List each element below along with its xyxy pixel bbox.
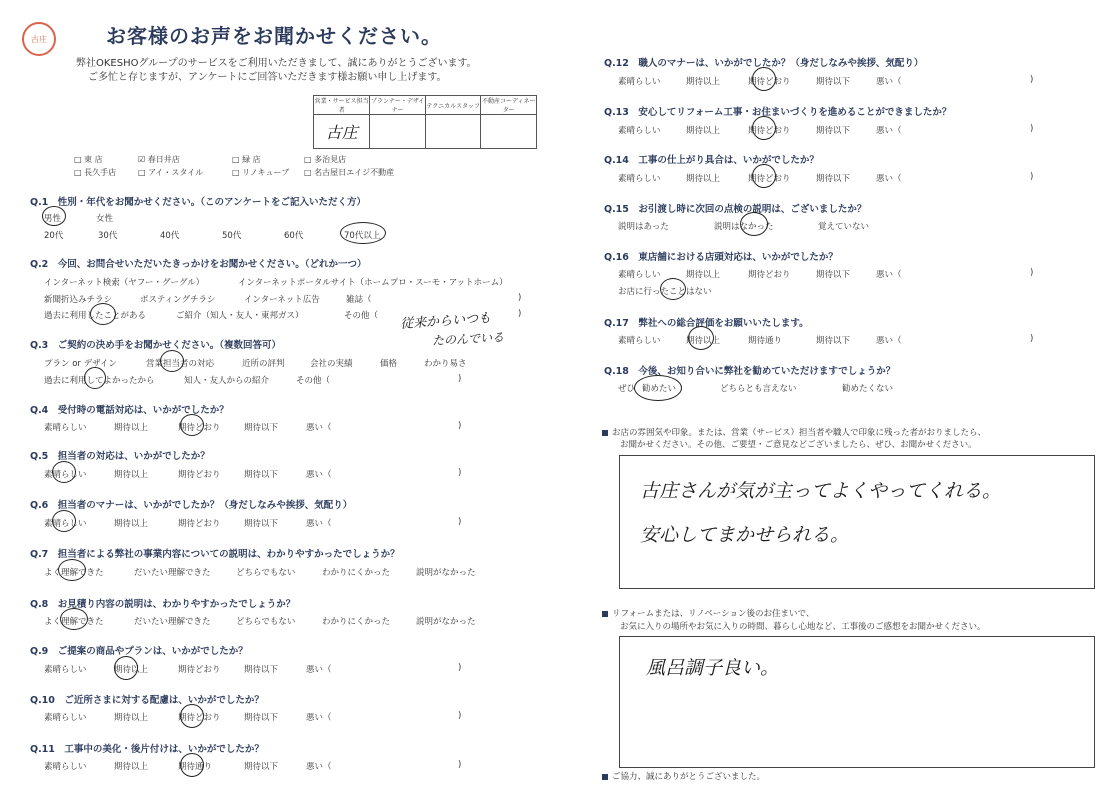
option-plan-design[interactable]: プラン or デザイン <box>44 359 118 369</box>
question-18: Q.18 今後、お知り合いに弊社を勧めていただけますでしょうか？ <box>604 366 896 377</box>
option-above[interactable]: 期待以上 <box>114 713 149 723</box>
store-checkbox-realestate[interactable]: □ 名古屋日エイジ不動産 <box>304 168 395 177</box>
answer-circle-q5 <box>52 461 76 483</box>
option-below[interactable]: 期待以下 <box>244 713 279 723</box>
staff-header-planner: プランナー・デザイナー <box>370 96 426 115</box>
option-50s[interactable]: 50代 <box>222 231 242 241</box>
option-no-explanation[interactable]: 説明がなかった <box>416 568 476 578</box>
option-magazine[interactable]: 雑誌（ <box>346 295 372 305</box>
option-above[interactable]: 期待以上 <box>686 77 721 87</box>
option-female[interactable]: 女性 <box>96 214 114 224</box>
option-below[interactable]: 期待以下 <box>816 126 851 136</box>
option-track-record[interactable]: 会社の実績 <box>310 359 353 369</box>
answer-circle-past-good <box>84 367 106 389</box>
question-12: Q.12 職人のマナーは、いかがでしたか？（身だしなみや挨拶、気配り） <box>604 58 924 69</box>
option-reputation[interactable]: 近所の評判 <box>242 359 285 369</box>
answer-circle-q6 <box>52 510 76 532</box>
option-excellent[interactable]: 素晴らしい <box>618 126 661 136</box>
option-male[interactable]: 男性 <box>44 214 62 224</box>
option-hard-to-understand[interactable]: わかりにくかった <box>322 617 391 627</box>
option-above[interactable]: 期待以上 <box>114 762 149 772</box>
option-hard-to-understand[interactable]: わかりにくかった <box>322 568 391 578</box>
paren-close: ) <box>458 760 462 770</box>
comment2-text: 風呂調子良い。 <box>646 657 780 679</box>
answer-circle-sales-staff <box>160 350 184 372</box>
answer-circle-q18 <box>634 375 682 401</box>
option-portal-site[interactable]: インターネットポータルサイト（ホームプロ・スーモ・アットホーム） <box>238 278 508 288</box>
option-undecided[interactable]: どちらとも言えない <box>720 384 797 394</box>
square-bullet-icon <box>602 430 608 436</box>
option-expected[interactable]: 期待どおり <box>748 174 791 184</box>
option-posting-flyer[interactable]: ポスティングチラシ <box>140 295 216 305</box>
store-checkbox-kasugai[interactable]: ☑ 春日井店 <box>138 155 180 164</box>
q2-handwritten-other: 従来からいつも <box>399 310 492 333</box>
option-60s[interactable]: 60代 <box>284 231 304 241</box>
question-9: Q.9 ご提案の商品やプランは、いかがでしたか？ <box>30 646 248 657</box>
option-bad[interactable]: 悪い（ <box>876 174 902 184</box>
option-bad[interactable]: 悪い（ <box>306 519 332 529</box>
paren-close: ) <box>458 663 462 673</box>
option-above[interactable]: 期待以上 <box>686 336 721 346</box>
option-price[interactable]: 価格 <box>380 359 398 369</box>
option-above[interactable]: 期待以上 <box>114 423 149 433</box>
option-understood-well[interactable]: よく理解できた <box>44 568 104 578</box>
paren-close: ) <box>458 517 462 527</box>
answer-circle-q12 <box>752 67 776 91</box>
q2-handwritten-other-2: たのんでいる <box>431 330 505 348</box>
option-bad[interactable]: 悪い（ <box>306 423 332 433</box>
question-1: Q.1 性別・年代をお聞かせください。（このアンケートをご記入いただく方） <box>30 197 366 208</box>
option-excellent[interactable]: 素晴らしい <box>44 423 87 433</box>
option-bad[interactable]: 悪い（ <box>306 713 332 723</box>
comment1-prompt-1: お店の雰囲気や印象。または、営業（サービス）担当者や職人で印象に残った者がおりましたら、 <box>602 426 986 440</box>
square-bullet-icon <box>602 611 608 617</box>
option-sales-staff[interactable]: 営業担当者の対応 <box>146 359 215 369</box>
question-2: Q.2 今回、お問合せいただいたきっかけをお聞かせください。（どれか一つ） <box>30 259 367 270</box>
comment1-prompt-2: お聞かせください。その他、ご要望・ご意見などございましたら、ぜひ、お聞かせください。 <box>620 440 977 450</box>
store-checkbox-midori[interactable]: □ 緑 店 <box>232 155 261 164</box>
option-other[interactable]: その他（ <box>296 376 331 386</box>
option-below[interactable]: 期待以下 <box>816 77 851 87</box>
option-internet-search[interactable]: インターネット検索（ヤフー・グーグル） <box>44 278 205 288</box>
comment2-box[interactable] <box>619 636 1095 768</box>
store-checkbox-renocube[interactable]: □ リノキューブ <box>232 168 290 177</box>
option-expected[interactable]: 期待通り <box>178 762 213 772</box>
option-above[interactable]: 期待以上 <box>114 519 149 529</box>
store-checkbox-tajimi[interactable]: □ 多治見店 <box>304 155 347 164</box>
option-above[interactable]: 期待以上 <box>686 174 721 184</box>
comment1-box[interactable] <box>619 455 1095 589</box>
staff-header-realestate: 不動産コーディネーター <box>481 96 537 115</box>
option-excellent[interactable]: 素晴らしい <box>618 270 661 280</box>
answer-circle-male <box>42 206 66 226</box>
option-below[interactable]: 期待以下 <box>244 470 279 480</box>
option-expected[interactable]: 期待どおり <box>178 713 221 723</box>
option-excellent[interactable]: 素晴らしい <box>618 336 661 346</box>
paren-close: ) <box>1030 124 1034 134</box>
option-bad[interactable]: 悪い（ <box>876 336 902 346</box>
store-checkbox-istyle[interactable]: □ アイ・スタイル <box>138 168 204 177</box>
question-13: Q.13 安心してリフォーム工事・お住まいづくりを進めることができましたか？ <box>604 107 952 118</box>
option-past-use[interactable]: 過去に利用したことがある <box>44 311 147 321</box>
question-11: Q.11 工事中の美化・後片付けは、いかがでしたか？ <box>30 744 264 755</box>
option-40s[interactable]: 40代 <box>160 231 180 241</box>
option-excellent[interactable]: 素晴らしい <box>618 77 661 87</box>
answer-circle-q11 <box>180 753 204 777</box>
comment1-line-1: 古庄さんが気が主ってよくやってくれる。 <box>640 480 1002 502</box>
option-above[interactable]: 期待以上 <box>114 470 149 480</box>
option-excellent[interactable]: 素晴らしい <box>618 174 661 184</box>
option-20s[interactable]: 20代 <box>44 231 64 241</box>
option-bad[interactable]: 悪い（ <box>306 665 332 675</box>
paren-close: ) <box>1030 75 1034 85</box>
option-never-visited[interactable]: お店に行ったことはない <box>618 287 712 297</box>
option-not-recommend[interactable]: 勧めたくない <box>842 384 894 394</box>
intro-line-1: 弊社OKESHOグループのサービスをご利用いただきまして、誠にありがとうございます。 <box>76 58 477 69</box>
option-mostly-understood[interactable]: だいたい理解できた <box>134 568 211 578</box>
comment2-prompt-1: リフォームまたは、リノベーション後のお住まいで、 <box>602 607 814 621</box>
staff-planner-cell[interactable] <box>370 115 426 149</box>
staff-table <box>313 95 537 149</box>
stamp-text: 古庄 <box>31 34 47 44</box>
page-title: お客様のお声をお聞かせください。 <box>106 24 442 48</box>
paren-close: ) <box>1030 334 1034 344</box>
option-below[interactable]: 期待以下 <box>816 270 851 280</box>
option-internet-ad[interactable]: インターネット広告 <box>244 295 320 305</box>
option-no-explanation[interactable]: 説明がなかった <box>416 617 476 627</box>
option-expected[interactable]: 期待どおり <box>178 470 221 480</box>
option-expected[interactable]: 期待どおり <box>748 270 791 280</box>
option-definitely[interactable]: ぜひ <box>618 384 636 394</box>
option-below[interactable]: 期待以下 <box>244 423 279 433</box>
question-7: Q.7 担当者による弊社の事業内容についての説明は、わかりやすかったでしょうか？ <box>30 549 400 560</box>
answer-circle-q17 <box>688 326 714 350</box>
option-excellent[interactable]: 素晴らしい <box>44 665 87 675</box>
option-excellent[interactable]: 素晴らしい <box>44 470 87 480</box>
comment1-line-2: 安心してまかせられる。 <box>640 524 850 546</box>
paren-close: ) <box>1030 268 1034 278</box>
option-clarity[interactable]: わかり易さ <box>424 359 467 369</box>
staff-header-sales: 営業・サービス担当者 <box>314 96 370 115</box>
option-neutral[interactable]: どちらでもない <box>236 568 296 578</box>
option-bad[interactable]: 悪い（ <box>876 77 902 87</box>
option-past-good[interactable]: 過去に利用してよかったから <box>44 376 155 386</box>
option-expected[interactable]: 期待どおり <box>748 77 791 87</box>
answer-circle-70s <box>340 222 386 244</box>
answer-circle-q15 <box>740 212 768 236</box>
option-bad[interactable]: 悪い（ <box>306 762 332 772</box>
paren-close: ) <box>458 711 462 721</box>
answer-circle-q4 <box>180 414 204 436</box>
option-excellent[interactable]: 素晴らしい <box>44 762 87 772</box>
option-recommend[interactable]: 勧めたい <box>642 384 677 394</box>
store-checkbox-nagakute[interactable]: □ 長久手店 <box>74 168 117 177</box>
option-bad[interactable]: 悪い（ <box>306 470 332 480</box>
option-neutral[interactable]: どちらでもない <box>236 617 296 627</box>
staff-realestate-cell[interactable] <box>481 115 537 149</box>
comment2-prompt-2: お気に入りの場所やお気に入りの時間、暮らし心地など、工事後のご感想をお聞かせください。 <box>620 622 986 632</box>
option-below[interactable]: 期待以下 <box>244 519 279 529</box>
paren-close: ) <box>518 293 522 303</box>
paren-close: ) <box>458 421 462 431</box>
option-expected[interactable]: 期待どおり <box>178 423 221 433</box>
staff-technical-cell[interactable] <box>425 115 481 149</box>
option-above[interactable]: 期待以上 <box>686 270 721 280</box>
option-70s-plus[interactable]: 70代以上 <box>344 231 381 241</box>
store-checkbox-east[interactable]: □ 東 店 <box>74 155 103 164</box>
thanks-line: ご協力、誠にありがとうございました。 <box>602 770 765 784</box>
staff-name: 古庄 <box>325 123 358 142</box>
question-3: Q.3 ご契約の決め手をお聞かせください。（複数回答可） <box>30 340 282 351</box>
option-above[interactable]: 期待以上 <box>114 665 149 675</box>
option-below[interactable]: 期待以下 <box>244 762 279 772</box>
option-below[interactable]: 期待以下 <box>244 665 279 675</box>
answer-circle-q7 <box>58 559 86 581</box>
option-expected[interactable]: 期待どおり <box>178 665 221 675</box>
paren-close: ) <box>458 374 462 384</box>
option-not-explained[interactable]: 説明はなかった <box>714 222 774 232</box>
answer-circle-q10 <box>180 704 204 728</box>
option-excellent[interactable]: 素晴らしい <box>44 519 87 529</box>
option-expected[interactable]: 期待どおり <box>748 126 791 136</box>
question-6: Q.6 担当者のマナーは、いかがでしたか？（身だしなみや挨拶、気配り） <box>30 500 353 511</box>
option-explained[interactable]: 説明はあった <box>618 222 669 232</box>
question-14: Q.14 工事の仕上がり具合は、いかがでしたか？ <box>604 155 819 166</box>
option-expected[interactable]: 期待どおり <box>178 519 221 529</box>
question-15: Q.15 お引渡し時に次回の点検の説明は、ございましたか？ <box>604 204 867 215</box>
option-other[interactable]: その他（ <box>344 311 379 321</box>
option-above[interactable]: 期待以上 <box>686 126 721 136</box>
staff-sales-cell[interactable] <box>314 115 370 149</box>
paren-close: ) <box>518 309 522 319</box>
option-understood-well[interactable]: よく理解できた <box>44 617 104 627</box>
question-8: Q.8 お見積り内容の説明は、わかりやすかったでしょうか？ <box>30 599 296 610</box>
answer-circle-q16 <box>660 278 686 300</box>
question-5: Q.5 担当者の対応は、いかがでしたか？ <box>30 451 210 462</box>
question-4: Q.4 受付時の電話対応は、いかがでしたか？ <box>30 405 229 416</box>
paren-close: ) <box>458 468 462 478</box>
staff-header-technical: テクニカルスタッフ <box>425 96 481 115</box>
question-10: Q.10 ご近所さまに対する配慮は、いかがでしたか？ <box>30 695 264 706</box>
option-expected[interactable]: 期待通り <box>748 336 783 346</box>
question-16: Q.16 東店舗における店頭対応は、いかがでしたか？ <box>604 252 838 263</box>
option-mostly-understood[interactable]: だいたい理解できた <box>134 617 211 627</box>
question-17: Q.17 弊社への総合評価をお願いいたします。 <box>604 318 809 329</box>
answer-circle-past-use <box>90 303 116 325</box>
option-30s[interactable]: 30代 <box>98 231 118 241</box>
option-below[interactable]: 期待以下 <box>816 174 851 184</box>
intro-line-2: ご多忙と存じますが、アンケートにご回答いただきます様お願い申し上げます。 <box>88 72 447 83</box>
option-newspaper-flyer[interactable]: 新聞折込みチラシ <box>44 295 113 305</box>
option-bad[interactable]: 悪い（ <box>876 270 902 280</box>
answer-circle-q8 <box>60 608 88 630</box>
option-referral[interactable]: ご紹介（知人・友人・東邦ガス） <box>176 311 304 321</box>
option-dont-remember[interactable]: 覚えていない <box>818 222 870 232</box>
square-bullet-icon <box>602 774 608 780</box>
paren-close: ) <box>1030 172 1034 182</box>
option-excellent[interactable]: 素晴らしい <box>44 713 87 723</box>
option-bad[interactable]: 悪い（ <box>876 126 902 136</box>
answer-circle-q9 <box>114 656 138 680</box>
option-below[interactable]: 期待以下 <box>816 336 851 346</box>
answer-circle-q14 <box>752 164 776 188</box>
answer-circle-q13 <box>752 116 776 140</box>
option-friend-referral[interactable]: 知人・友人からの紹介 <box>184 376 270 386</box>
signature-stamp <box>22 22 56 56</box>
